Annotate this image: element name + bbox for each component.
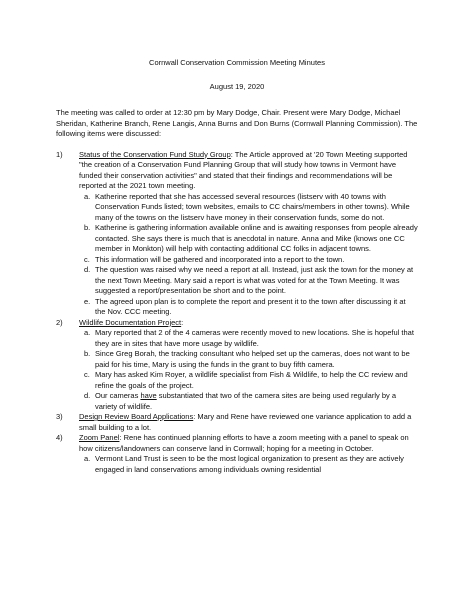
subitem-list [79, 328, 418, 412]
subitem-text: The agreed upon plan is to complete the report and present it to the town after discussing it at the Nov. CCC meeting. [95, 296, 406, 316]
item-title: Wildlife Documentation Project [79, 317, 182, 327]
subitem-text: Since Greg Borah, the tracking consultant who helped set up the cameras, does not want to be paid for his time, Mary is using the funds in the grant to buy fifth camera. [95, 349, 410, 369]
subitem-text: Mary has asked Kim Royer, a wildlife specialist from Fish & Wildlife, to help the CC review and refine the goals of the project. [95, 370, 408, 390]
intro-paragraph: The meeting was called to order at 12:30 pm by Mary Dodge, Chair. Present were Mary Dodge, Michael Sheridan, Katherine Branch, Rene Langis, Anna Burns and Don Burns (Cornwall Planning Commission). The following items were discussed: [56, 108, 418, 138]
subitem-emphasis: have [140, 391, 157, 400]
subitem-text: Katherine is gathering information available online and is awaiting responses from people already contacted. She says there is much that is anecdotal in nature. Anna and Mike (knows one CC member in Monkton) will help with contacting additional CC folks in adjacent towns. [95, 223, 418, 253]
meeting-date: August 19, 2020 [209, 81, 265, 91]
item-title: Status of the Conservation Fund Study Group [79, 149, 231, 159]
subitem [79, 370, 418, 391]
subitem-text: substantiated that two of the camera sites are being used regularly by a variety of wildlife. [95, 391, 397, 411]
agenda-list [56, 150, 418, 476]
subitem-letter: e. [84, 296, 91, 306]
agenda-item [56, 412, 418, 433]
item-text: : Rene has continued planning efforts to have a zoom meeting with a panel to speak on how citizens/landowners can conserve land in Cornwall; hoping for a meeting in October. [79, 433, 409, 453]
agenda-item [56, 433, 418, 475]
subitem-text: The question was raised why we need a report at all. Instead, just ask the town for the money at the next Town Meeting. Mary said a report is what was voted for at the Town Meeting. It was suggested a report/presentation be short and to the point. [95, 265, 414, 295]
item-number: 4) [56, 433, 63, 442]
subitem [79, 297, 418, 318]
item-number: 2) [56, 317, 63, 327]
subitem-text: Vermont Land Trust is seen to be the most logical organization to present as they are actively engaged in land conservations among individuals owning residential [95, 454, 404, 474]
subitem-letter: a. [84, 328, 91, 337]
subitem [79, 454, 418, 475]
document-page [56, 58, 418, 475]
agenda-item [56, 150, 418, 318]
subitem-text: Mary reported that 2 of the 4 cameras were recently moved to new locations. She is hopeful that they are in sites that have more usage by wildlife. [95, 328, 414, 348]
item-number: 1) [56, 149, 63, 159]
document-title: Cornwall Conservation Commission Meeting Minutes [149, 58, 325, 67]
subitem-letter: c. [84, 370, 90, 379]
subitem [79, 328, 418, 349]
subitem-letter: b. [84, 223, 91, 232]
subitem-letter: d. [84, 265, 91, 274]
subitem-text-pre: Our cameras [95, 391, 141, 400]
subitem-letter: b. [84, 349, 91, 358]
subitem-letter: a. [84, 191, 91, 201]
subitem [79, 223, 418, 255]
subitem-letter: c. [84, 254, 90, 264]
item-text: : [181, 317, 184, 327]
subitem [79, 265, 418, 297]
agenda-item [56, 318, 418, 413]
subitem-letter: d. [84, 391, 91, 400]
item-text: : Mary and Rene have reviewed one variance application to add a small building to a lot. [79, 412, 412, 432]
subitem-list [79, 454, 418, 475]
item-title: Zoom Panel [79, 433, 120, 442]
subitem-text: This information will be gathered and incorporated into a report to the town. [95, 254, 345, 264]
subitem [79, 192, 418, 224]
subitem [79, 391, 418, 412]
item-text: : The Article approved at '20 Town Meeting supported "the creation of a Conservation Fund Planning Group that will study how towns in Vermont have funded their conservation activities" and stated that their findings and recommendations will be reported at the 2021 town meeting. [79, 149, 408, 190]
item-number: 3) [56, 412, 63, 421]
subitem-list [79, 192, 418, 318]
subitem-text: Katherine reported that she has accessed several resources (listserv with 40 towns with Conservation Funds listed; town websites, emails to CC chairs/members in other towns). While many of the towns on the listserv have money in their conservation funds, some do not. [95, 191, 410, 222]
subitem [79, 349, 418, 370]
subitem [79, 255, 418, 266]
item-title: Design Review Board Applications [79, 412, 194, 421]
subitem-letter: a. [84, 454, 91, 463]
